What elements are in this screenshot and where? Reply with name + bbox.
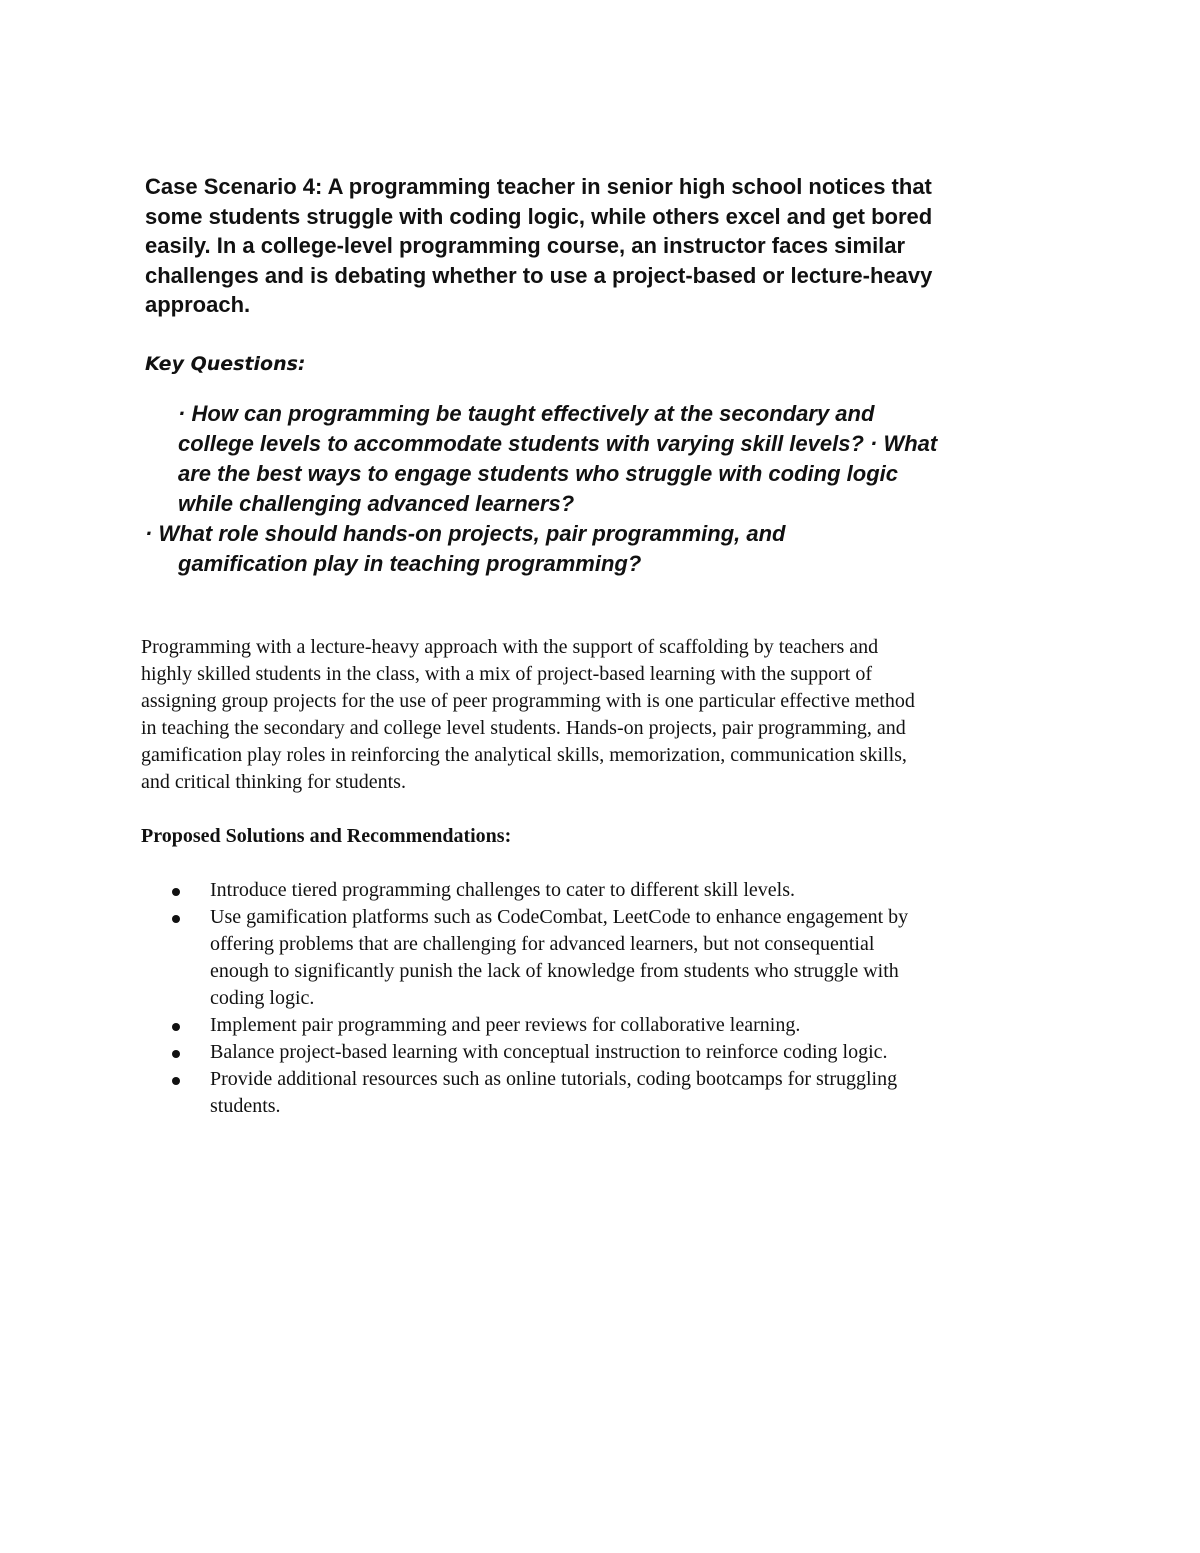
case-scenario-line-4: challenges and is debating whether to use a project-based or lecture-heavy — [145, 262, 933, 288]
case-scenario-line-3: easily. In a college-level programming course, an instructor faces similar — [145, 233, 906, 258]
bullet-icon — [172, 1050, 180, 1058]
answer-line: in teaching the secondary and college level students. Hands-on projects, pair programming, and — [141, 717, 906, 739]
recommendation-item — [210, 877, 795, 904]
case-scenario-label: Case Scenario 4: — [145, 174, 323, 199]
case-scenario-line-5: approach. — [145, 292, 251, 317]
recommendation-line: Implement pair programming and peer reviews for collaborative learning. — [210, 1014, 801, 1036]
recommendation-line: enough to significantly punish the lack of knowledge from students who struggle with — [210, 960, 899, 982]
answer-line: Programming with a lecture-heavy approach with the support of scaffolding by teachers and — [141, 636, 879, 658]
key-question-line: · How can programming be taught effectively at the secondary and — [178, 401, 875, 426]
key-questions-heading: Key Questions: — [145, 353, 306, 375]
key-question-line: gamification play in teaching programming? — [178, 551, 642, 576]
recommendation-item — [210, 1012, 800, 1039]
bullet-icon — [172, 888, 180, 896]
bullet-icon — [172, 915, 180, 923]
key-question-line: college levels to accommodate students with varying skill levels? · What — [178, 431, 938, 456]
recommendation-line: Introduce tiered programming challenges to cater to different skill levels. — [210, 879, 795, 901]
answer-line: and critical thinking for students. — [141, 771, 406, 793]
recommendation-line: Balance project-based learning with conceptual instruction to reinforce coding logic. — [210, 1041, 888, 1063]
case-scenario-text: A programming teacher in senior high school notices that — [322, 174, 932, 199]
case-scenario-line-1 — [145, 172, 932, 202]
recommendation-item — [210, 904, 908, 1012]
bullet-icon — [172, 1077, 180, 1085]
recommendation-line: offering problems that are challenging for advanced learners, but not consequential — [210, 933, 875, 955]
bullet-icon — [172, 1023, 180, 1031]
recommendation-item — [210, 1039, 888, 1066]
recommendation-line: students. — [210, 1095, 281, 1117]
answer-paragraph — [141, 634, 915, 796]
recommendation-line: coding logic. — [210, 987, 315, 1009]
answer-line: highly skilled students in the class, with a mix of project-based learning with the support of — [141, 663, 872, 685]
answer-line: assigning group projects for the use of peer programming with is one particular effective method — [141, 690, 915, 712]
recommendations-heading: Proposed Solutions and Recommendations: — [141, 825, 512, 847]
answer-line: gamification play roles in reinforcing the analytical skills, memorization, communication skills, — [141, 744, 907, 766]
key-question-line: · What role should hands-on projects, pair programming, and — [145, 521, 786, 546]
case-scenario-line-2: some students struggle with coding logic, while others excel and get bored — [145, 203, 933, 229]
key-question-line: while challenging advanced learners? — [178, 491, 575, 516]
recommendation-line: Use gamification platforms such as CodeCombat, LeetCode to enhance engagement by — [210, 906, 909, 928]
recommendation-line: Provide additional resources such as online tutorials, coding bootcamps for struggling — [210, 1068, 898, 1090]
recommendation-item — [210, 1066, 897, 1120]
case-scenario-paragraph — [145, 172, 932, 320]
key-question-line: are the best ways to engage students who struggle with coding logic — [178, 461, 898, 486]
